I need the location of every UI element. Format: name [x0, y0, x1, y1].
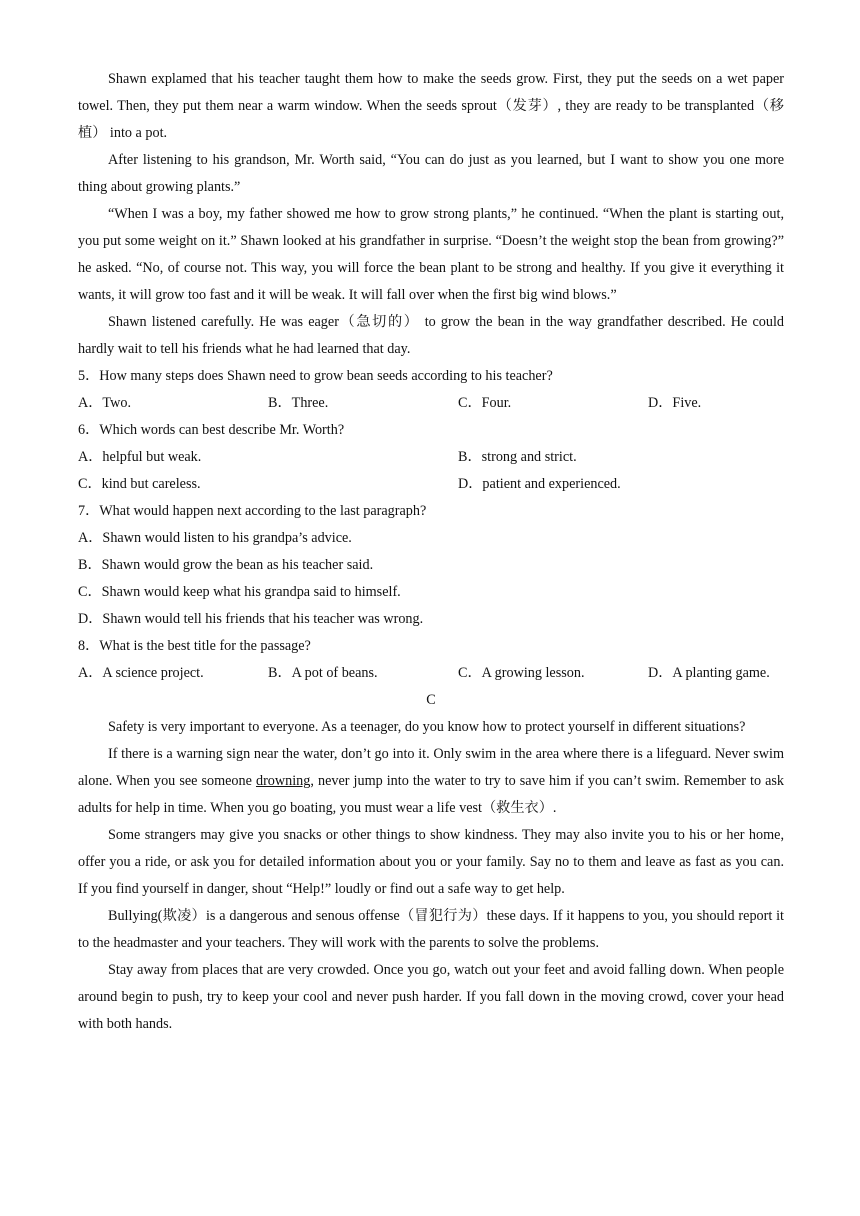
- document-content: [78, 66, 784, 1038]
- question-6-option-c: C．kind but careless.: [78, 476, 201, 492]
- passage-b-paragraph-2: After listening to his grandson, Mr. Worth said, “You can do just as you learned, but I want to show you one more thing about growing plants.”: [78, 152, 784, 195]
- question-6-options: [78, 444, 784, 498]
- question-5-options: [78, 390, 784, 417]
- question-7-option-b: B．Shawn would grow the bean as his teacher said.: [78, 557, 374, 573]
- passage-c-heading: C: [426, 692, 436, 708]
- question-8-option-c: C．A growing lesson.: [458, 665, 585, 681]
- question-6-option-b: B．strong and strict.: [458, 449, 577, 465]
- question-8-option-d: D．A planting game.: [648, 665, 770, 681]
- question-7-option-d: D．Shawn would tell his friends that his teacher was wrong.: [78, 611, 424, 627]
- question-7-option-c: C．Shawn would keep what his grandpa said to himself.: [78, 584, 401, 600]
- question-6-option-d: D．patient and experienced.: [458, 476, 621, 492]
- question-7-stem: 7．What would happen next according to the last paragraph?: [78, 503, 427, 519]
- question-8-stem: 8．What is the best title for the passage?: [78, 638, 311, 654]
- question-8-option-a: A．A science project.: [78, 665, 204, 681]
- question-5-option-d: D．Five.: [648, 395, 702, 411]
- passage-b-paragraph-1: Shawn explamed that his teacher taught them how to make the seeds grow. First, they put the seeds on a wet paper towel. Then, they put them near a warm window. When the seeds sprout（发芽）, they are ready to be transplanted（移植） into a pot.: [78, 71, 784, 141]
- question-5-option-b: B．Three.: [268, 395, 329, 411]
- question-5-option-c: C．Four.: [458, 395, 512, 411]
- question-5-stem: 5．How many steps does Shawn need to grow bean seeds according to his teacher?: [78, 368, 553, 384]
- question-7-option-a: A．Shawn would listen to his grandpa’s advice.: [78, 530, 352, 546]
- question-5-option-a: A．Two.: [78, 395, 131, 411]
- passage-c-paragraph-4: Bullying(欺凌）is a dangerous and senous offense（冒犯行为）these days. If it happens to you, you should report it to the headmaster and your teachers. They will work with the parents to solve the problems.: [78, 908, 784, 951]
- passage-c-paragraph-3: Some strangers may give you snacks or other things to show kindness. They may also invite you to his or her home, offer you a ride, or ask you for detailed information about you or your family. Say no to them and leave as fast as you can. If you find yourself in danger, shout “Help!” loudly or find out a safe way to get help.: [78, 827, 784, 897]
- question-8-options: [78, 660, 784, 687]
- underlined-word-drowning: drowning: [255, 773, 311, 789]
- passage-c-paragraph-5: Stay away from places that are very crowded. Once you go, watch out your feet and avoid falling down. When people around begin to push, try to keep your cool and never push harder. If you fall down in the moving crowd, cover your head with both hands.: [78, 962, 784, 1032]
- question-6-option-a: A．helpful but weak.: [78, 449, 202, 465]
- passage-c-paragraph-2: [78, 741, 784, 822]
- passage-c-paragraph-1: Safety is very important to everyone. As a teenager, do you know how to protect yourself in different situations?: [108, 719, 746, 735]
- passage-c-paragraph-2-start: If there is a warning sign near the water, don’t go into it. Only swim in the area where there is a lifeguard. Never swim alone. When you see someone: [78, 746, 784, 789]
- passage-c-paragraph-2-end: , never jump into the water to try to save him if you can’t swim. Remember to ask adults for help in time. When you go boating, you must wear a life vest（救生衣）.: [78, 773, 784, 816]
- passage-b-paragraph-4: Shawn listened carefully. He was eager（急切的） to grow the bean in the way grandfather described. He could hardly wait to tell his friends what he had learned that day.: [78, 314, 784, 357]
- passage-b-paragraph-3: “When I was a boy, my father showed me how to grow strong plants,” he continued. “When the plant is starting out, you put some weight on it.” Shawn looked at his grandfather in surprise. “Doesn’t the weight stop the bean from growing?” he asked. “No, of course not. This way, you will force the bean plant to be strong and healthy. If you give it everything it wants, it will grow too fast and it will be weak. It will fall over when the first big wind blows.”: [78, 206, 784, 303]
- question-6-stem: 6．Which words can best describe Mr. Worth?: [78, 422, 345, 438]
- question-8-option-b: B．A pot of beans.: [268, 665, 378, 681]
